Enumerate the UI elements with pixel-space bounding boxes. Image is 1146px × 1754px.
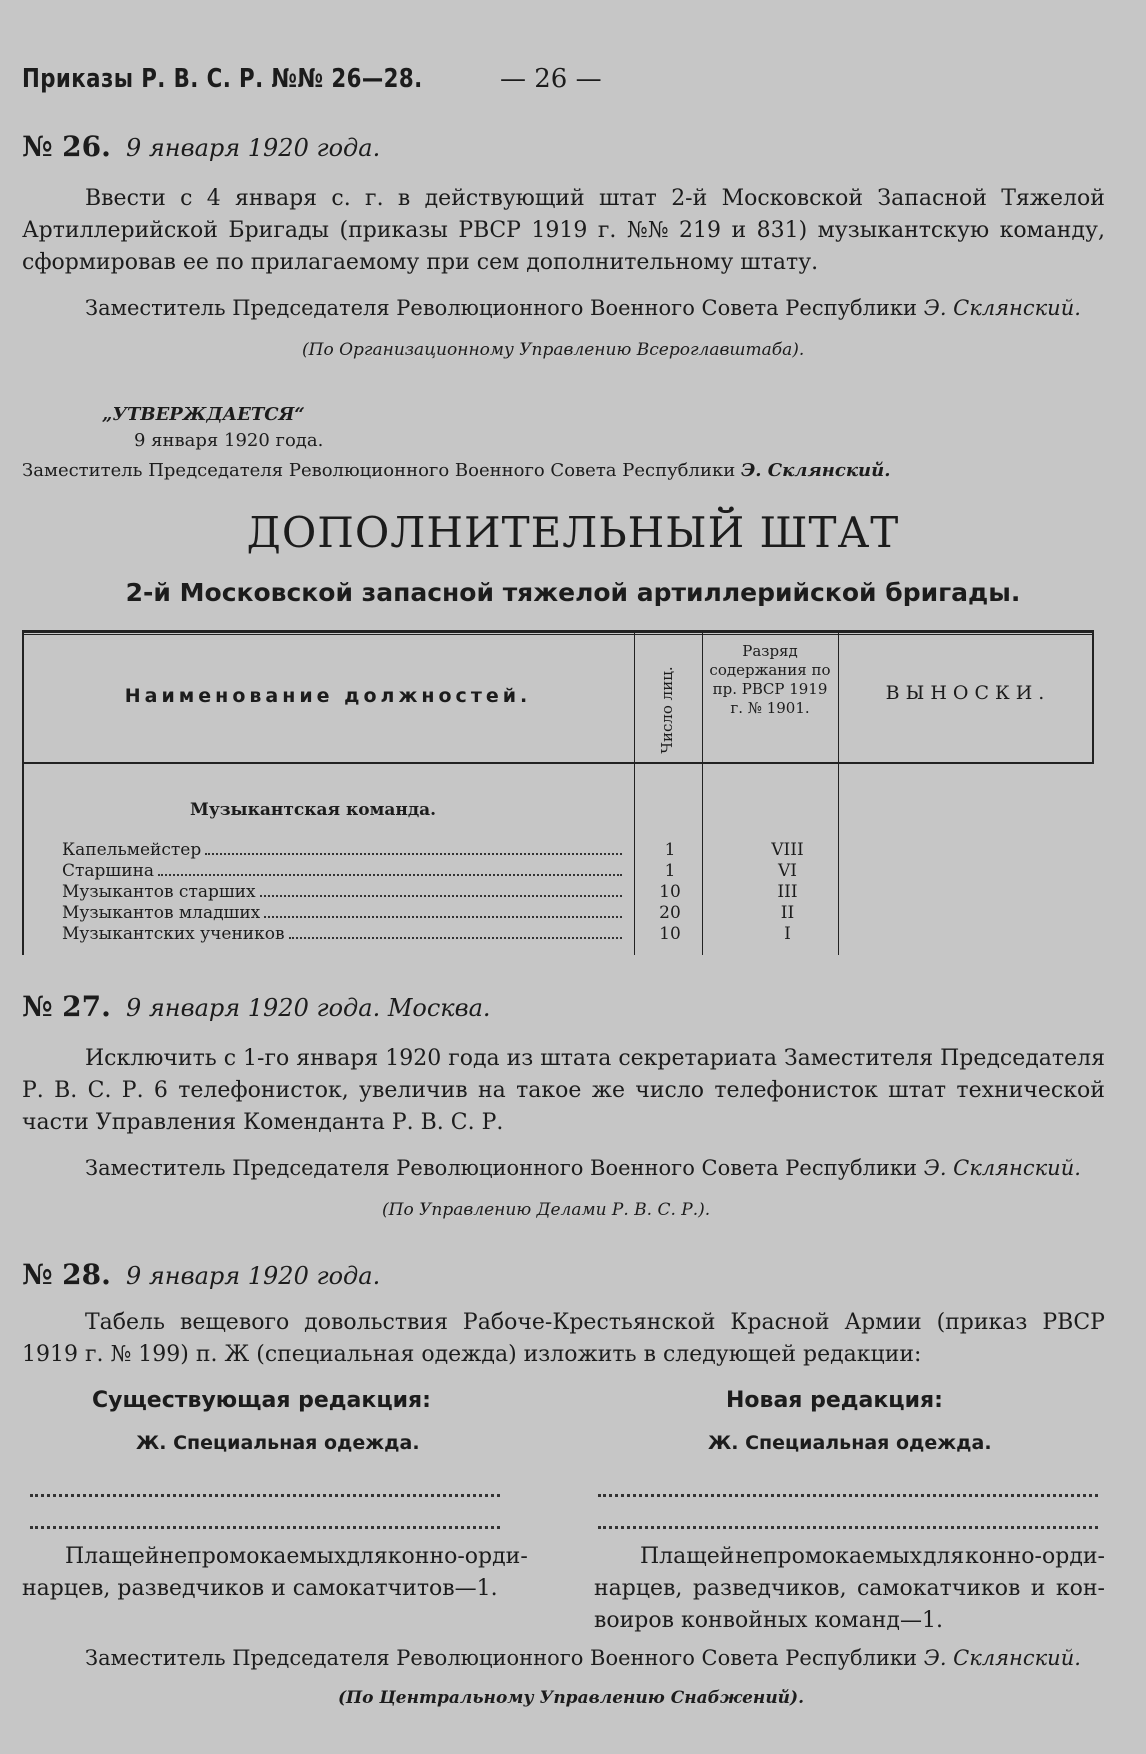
table-row-grade: I: [784, 924, 791, 944]
table-row-grade: VI: [778, 861, 797, 881]
word: 219: [679, 218, 721, 243]
page-number: — 26 —: [500, 64, 602, 94]
signer-name: Э. Склянский.: [923, 1646, 1081, 1670]
leader-dots: [289, 924, 622, 939]
order-date: 9 января 1920 года. Москва.: [126, 994, 491, 1022]
signature-text: Заместитель Председателя Революционного Военного Совета Республики: [85, 1156, 918, 1180]
word: года: [448, 1046, 500, 1071]
word: С.: [87, 1078, 112, 1103]
omission-dots: [30, 1490, 500, 1497]
word: телефонисток: [714, 1078, 878, 1103]
word: 1919: [531, 218, 588, 243]
existing-edition-line-2: нарцев, разведчиков и самокатчитов—1.: [22, 1576, 498, 1601]
word: непромокаемых: [159, 1544, 347, 1569]
word: число: [635, 1078, 705, 1103]
signature-text: Заместитель Председателя Революционного Военного Совета Республики: [85, 1646, 918, 1670]
word: штат: [598, 186, 657, 211]
word: с: [223, 1046, 237, 1071]
staff-title: ДОПОЛНИТЕЛЬНЫЙ ШТАТ: [246, 508, 900, 557]
word: Плащей: [640, 1544, 735, 1569]
approval-label: „УТВЕРЖДАЕТСЯ“: [102, 404, 305, 425]
word: увеличив: [359, 1078, 468, 1103]
order-27-line-2: [22, 1078, 1105, 1103]
order-date: 9 января 1920 года.: [126, 1262, 381, 1290]
word: в: [397, 186, 411, 211]
word: Рабоче-Крестьянской: [462, 1310, 716, 1335]
word: музыкантскую: [817, 218, 990, 243]
word: Табель: [85, 1310, 166, 1335]
word: довольствия: [304, 1310, 448, 1335]
word: Исключить: [85, 1046, 217, 1071]
order-26-signature: [85, 296, 1081, 320]
word: РВСР: [1042, 1310, 1105, 1335]
order-date: 9 января 1920 года.: [126, 134, 381, 162]
table-left-rule: [22, 630, 24, 955]
new-edition-heading: Новая редакция:: [726, 1388, 943, 1413]
word: вещевого: [179, 1310, 290, 1335]
word: января: [296, 1046, 379, 1071]
word: Председателя: [940, 1046, 1105, 1071]
word: технической: [956, 1078, 1105, 1103]
new-edition-line-1: [640, 1544, 1105, 1569]
word: с: [180, 186, 193, 211]
table-row-grade: III: [777, 882, 798, 902]
word: января: [235, 186, 318, 211]
approval-date: 9 января 1920 года.: [134, 430, 324, 451]
staff-subtitle: 2-й Московской запасной тяжелой артиллерийской бригады.: [125, 578, 1021, 607]
word: г.: [365, 186, 384, 211]
leader-dots: [264, 903, 622, 918]
table-top-rule-thin: [22, 634, 1094, 635]
table-header-rule: [22, 762, 1094, 764]
word: кон-: [1055, 1576, 1105, 1601]
table-row-name: Музыкантов младших: [62, 903, 622, 923]
table-row-name: Капельмейстер: [62, 840, 622, 860]
word: секретариата: [618, 1046, 777, 1071]
signer-name: Э. Склянский.: [923, 1156, 1081, 1180]
omission-dots: [30, 1522, 500, 1529]
word: Р.: [121, 1078, 144, 1103]
signer-name: Э. Склянский.: [923, 296, 1081, 320]
word: Армии: [844, 1310, 922, 1335]
word: для: [922, 1544, 965, 1569]
table-col-rule-2: [702, 630, 703, 955]
word: Тяжелой: [1001, 186, 1105, 211]
word: 831): [756, 218, 808, 243]
word: для: [346, 1544, 388, 1569]
word: самокатчиков: [856, 1576, 1021, 1601]
count-header-label: Число лиц.: [658, 666, 676, 754]
word: 1920: [385, 1046, 442, 1071]
word: и: [731, 218, 747, 243]
word: Плащей: [65, 1544, 160, 1569]
order-number: № 26.: [22, 130, 111, 163]
word: же: [591, 1078, 625, 1103]
word: из: [506, 1046, 534, 1071]
word: Заместителя: [783, 1046, 934, 1071]
table-row-count: 10: [659, 882, 681, 902]
order-27-line-1: [85, 1046, 1105, 1071]
new-edition-line-3: воиров конвойных команд—1.: [594, 1608, 943, 1633]
signer-name: Э. Склянский.: [740, 460, 891, 481]
table-group-label: Музыкантская команда.: [190, 800, 437, 820]
word: такое: [516, 1078, 582, 1103]
table-row-grade: VIII: [771, 840, 804, 860]
leader-dots: [158, 861, 622, 876]
word: действующий: [424, 186, 585, 211]
order-28-line-2: 1919 г. № 199) п. Ж (специальная одежда) изложить в следующей редакции:: [22, 1342, 922, 1367]
word: команду,: [999, 218, 1105, 243]
order-26-line-1: [85, 186, 1105, 211]
word: конно-орди-: [964, 1544, 1105, 1569]
order-28-department: (По Центральному Управлению Снабжений).: [338, 1688, 805, 1708]
order-26-department: (По Организационному Управлению Всероглавштаба).: [302, 340, 805, 360]
order-28-signature: [85, 1646, 1081, 1670]
table-row-count: 1: [664, 840, 676, 860]
omission-dots: [598, 1522, 1098, 1529]
order-27-line-3: части Управления Коменданта Р. В. С. Р.: [22, 1110, 504, 1135]
order-28-heading: [22, 1258, 380, 1291]
order-number: № 28.: [22, 1258, 111, 1291]
word: Московской: [721, 186, 864, 211]
table-row-grade: II: [780, 903, 795, 923]
order-27-heading: [22, 990, 491, 1023]
existing-edition-section: Ж. Специальная одежда.: [136, 1432, 420, 1454]
table-row-count: 20: [659, 903, 681, 923]
word: (приказы: [339, 218, 448, 243]
existing-edition-line-1: [65, 1544, 528, 1569]
word: г.: [597, 218, 617, 243]
existing-edition-heading: Существующая редакция:: [92, 1388, 431, 1413]
order-27-department: (По Управлению Делами Р. В. С. Р.).: [382, 1200, 711, 1220]
column-header-name: Наименование должностей.: [124, 685, 532, 707]
word: Артиллерийской: [22, 218, 218, 243]
order-28-line-1: [85, 1310, 1105, 1335]
table-row-count: 10: [659, 924, 681, 944]
word: Р.: [22, 1078, 44, 1103]
word: РВСР: [458, 218, 521, 243]
word: разведчиков,: [692, 1576, 847, 1601]
word: с.: [331, 186, 351, 211]
word: 6: [153, 1078, 168, 1103]
column-header-notes: ВЫНОСКИ.: [885, 682, 1051, 704]
order-number: № 27.: [22, 990, 111, 1023]
signature-text: Заместитель Председателя Революционного Военного Совета Республики: [85, 296, 918, 320]
order-27-signature: [85, 1156, 1081, 1180]
word: телефонисток,: [178, 1078, 349, 1103]
word: штат: [888, 1078, 947, 1103]
page-header-title: Приказы Р. В. С. Р. №№ 26—28.: [22, 64, 423, 94]
word: Запасной: [877, 186, 987, 211]
word: Красной: [730, 1310, 830, 1335]
word: №№: [626, 218, 669, 243]
word: штата: [540, 1046, 612, 1071]
column-header-grade: Разряд содержания по пр. РВСР 1919 г. № 1901.: [709, 642, 831, 717]
table-row-name: Музыкантов старших: [62, 882, 622, 902]
table-top-rule: [22, 630, 1094, 633]
table-row-count: 1: [664, 861, 676, 881]
word: на: [477, 1078, 506, 1103]
leader-dots: [205, 840, 622, 855]
order-26-heading: [22, 130, 380, 163]
word: Ввести: [85, 186, 166, 211]
table-row-name: Старшина: [62, 861, 622, 881]
word: 4: [206, 186, 221, 211]
column-header-count: [652, 650, 682, 770]
word: В.: [54, 1078, 78, 1103]
word: Бригады: [228, 218, 330, 243]
signature-text: Заместитель Председателя Революционного Военного Совета Республики: [22, 460, 736, 481]
new-edition-line-2: [594, 1576, 1105, 1601]
order-26-line-2: [22, 218, 1105, 243]
table-row-name: Музыкантских учеников: [62, 924, 622, 944]
word: 2-й: [671, 186, 708, 211]
word: непромокаемых: [735, 1544, 923, 1569]
table-col-rule-1: [634, 630, 635, 955]
word: и: [1030, 1576, 1046, 1601]
new-edition-section: Ж. Специальная одежда.: [708, 1432, 992, 1454]
leader-dots: [260, 882, 622, 897]
word: (приказ: [936, 1310, 1028, 1335]
order-26-line-3: сформировав ее по прилагаемому при сем дополнительному штату.: [22, 250, 819, 275]
word: конно-орди-: [387, 1544, 528, 1569]
word: нарцев,: [594, 1576, 683, 1601]
approval-signature: [22, 460, 891, 481]
omission-dots: [598, 1490, 1098, 1497]
word: 1-го: [243, 1046, 290, 1071]
